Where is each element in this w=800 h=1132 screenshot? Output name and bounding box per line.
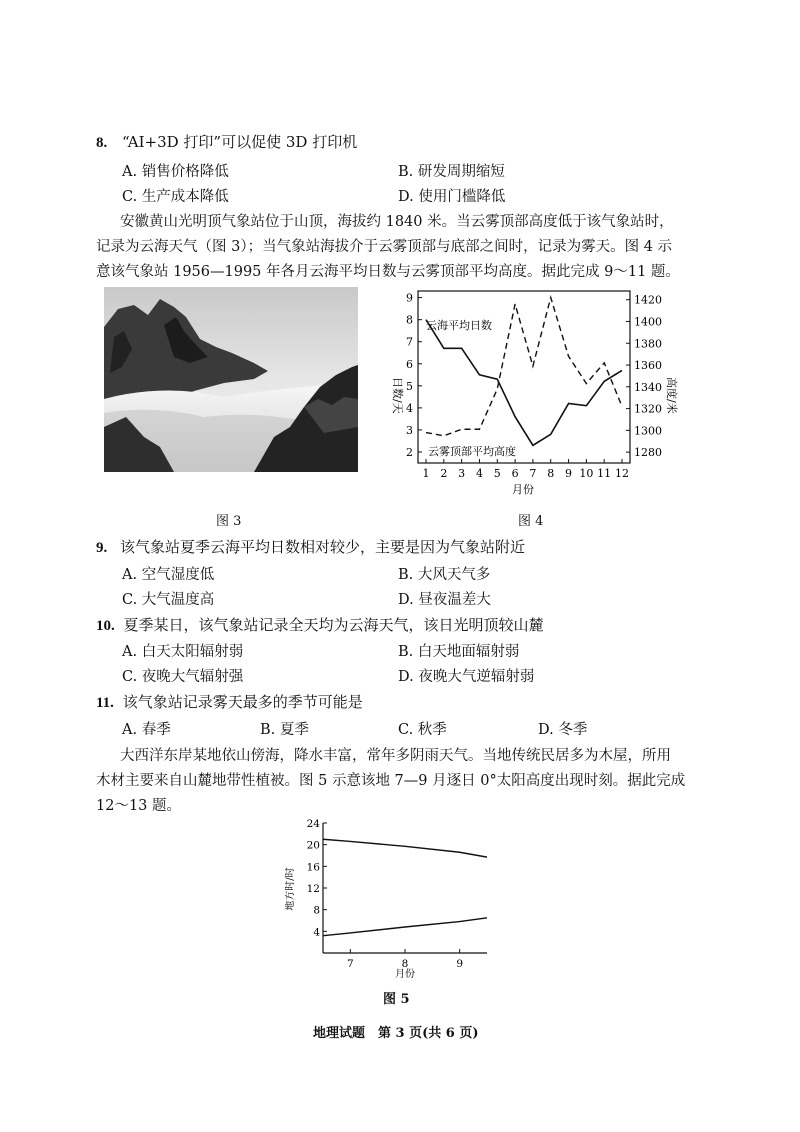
figure4-x-tick-label: 12 <box>615 467 629 480</box>
figure4-x-tick-label: 4 <box>475 467 483 480</box>
q10-stem: 夏季某日，该气象站记录全天均为云海天气，该日光明顶较山麓 <box>123 616 544 634</box>
q11-stem-row <box>96 691 363 712</box>
figure4-x-tick-label: 1 <box>422 467 430 480</box>
passage1-line3: 意该气象站 1956—1995 年各月云海平均日数与云雾顶部平均高度。据此完成 9～11 题。 <box>96 264 680 280</box>
q9-option-b: B. 大风天气多 <box>398 567 491 583</box>
q10-option-c: C. 夜晚大气辐射强 <box>122 669 244 685</box>
figure4-series2-label: 云雾顶部平均高度 <box>428 445 516 458</box>
q10-stem-row <box>96 614 544 635</box>
figure4-left-tick-label: 2 <box>406 445 413 459</box>
figure4-x-tick-label: 10 <box>579 467 594 480</box>
q8-stem: “AI+3D 打印”可以促使 3D 打印机 <box>122 133 358 151</box>
figure4-left-tick-label: 3 <box>406 423 413 437</box>
q9-stem: 该气象站夏季云海平均日数相对较少，主要是因为气象站附近 <box>120 538 526 556</box>
q8-option-b: B. 研发周期缩短 <box>398 164 505 180</box>
sea-of-clouds-image <box>104 287 358 472</box>
figure5-svg <box>285 817 500 982</box>
figure5-y-tick-label: 20 <box>306 839 320 852</box>
q10-option-d: D. 夜晚大气逆辐射弱 <box>398 669 535 685</box>
figure5-x-axis-label: 月份 <box>395 969 415 980</box>
figure4-right-tick-label: 1420 <box>634 293 662 307</box>
figure4-x-tick-label: 5 <box>493 467 501 480</box>
q9-stem-row <box>96 536 525 557</box>
figure4-right-tick-label: 1340 <box>634 380 662 394</box>
figure3-caption: 图 3 <box>216 514 242 529</box>
figure5-y-axis-label: 地方时/时 <box>285 867 296 911</box>
figure5-x-tick-label: 7 <box>346 958 354 970</box>
figure4-left-tick-label: 6 <box>406 357 413 371</box>
q9-number: 9. <box>96 540 108 556</box>
q9-option-a: A. 空气湿度低 <box>122 567 215 583</box>
figure4-right-tick-label: 1400 <box>634 315 662 329</box>
page-footer: 地理试题 第 3 页(共 6 页) <box>313 1026 479 1041</box>
figure4-series1-label: 云海平均日数 <box>426 319 492 332</box>
figure4-caption: 图 4 <box>518 514 544 529</box>
q8-number: 8. <box>96 135 108 151</box>
figure3-photo <box>104 287 358 472</box>
q11-stem: 该气象站记录雾天最多的季节可能是 <box>122 693 363 711</box>
figure4-left-axis-label: 日数/天 <box>391 377 404 414</box>
figure4-x-axis-label: 月份 <box>512 483 534 496</box>
q9-option-c: C. 大气温度高 <box>122 592 215 608</box>
figure4-right-tick-label: 1280 <box>634 446 662 460</box>
q9-option-d: D. 昼夜温差大 <box>398 592 491 608</box>
q8-stem-row <box>96 131 357 152</box>
figure4-x-tick-label: 11 <box>597 467 612 480</box>
figure4-right-tick-label: 1380 <box>634 337 662 351</box>
figure5-chart <box>285 817 500 982</box>
figure4-left-tick-label: 5 <box>406 379 413 393</box>
figure4-left-tick-label: 9 <box>406 291 413 305</box>
figure4-x-tick-label: 2 <box>440 467 448 480</box>
figure4-right-tick-label: 1320 <box>634 402 662 416</box>
figure4-left-tick-label: 7 <box>406 335 413 349</box>
figure4-chart <box>380 285 680 500</box>
q8-option-c: C. 生产成本降低 <box>122 189 229 205</box>
q10-option-b: B. 白天地面辐射弱 <box>398 644 520 660</box>
figure4-right-tick-label: 1300 <box>634 424 662 438</box>
q11-option-d: D. 冬季 <box>538 722 588 738</box>
passage2-line3: 12～13 题。 <box>96 798 182 814</box>
figure4-svg <box>380 285 680 500</box>
q8-option-a: A. 销售价格降低 <box>122 164 229 180</box>
q11-option-a: A. 春季 <box>122 722 171 738</box>
passage2-line2: 木材主要来自山麓地带性植被。图 5 示意该地 7—9 月逐日 0°太阳高度出现时刻。据此完成 <box>96 773 686 789</box>
q11-option-b: B. 夏季 <box>260 722 309 738</box>
q11-number: 11. <box>96 695 114 711</box>
figure5-y-tick-label: 16 <box>306 861 320 874</box>
figure4-right-tick-label: 1360 <box>634 359 662 373</box>
q11-option-c: C. 秋季 <box>398 722 447 738</box>
figure4-left-tick-label: 4 <box>406 401 413 415</box>
q8-option-d: D. 使用门槛降低 <box>398 189 506 205</box>
figure5-y-tick-label: 4 <box>313 926 320 939</box>
figure4-x-tick-label: 8 <box>547 467 555 480</box>
figure5-y-tick-label: 12 <box>306 883 320 895</box>
passage1-line1: 安徽黄山光明顶气象站位于山顶，海拔约 1840 米。当云雾顶部高度低于该气象站时， <box>120 214 674 230</box>
q10-option-a: A. 白天太阳辐射弱 <box>122 644 244 660</box>
passage2-line1: 大西洋东岸某地依山傍海，降水丰富，常年多阴雨天气。当地传统民居多为木屋，所用 <box>120 748 671 764</box>
figure4-plot-frame <box>418 291 630 463</box>
figure5-sunset-line <box>323 839 487 857</box>
figure5-x-tick-label: 8 <box>401 958 409 970</box>
figure4-x-tick-label: 9 <box>565 467 573 480</box>
figure4-x-tick-label: 3 <box>458 467 466 480</box>
figure4-x-tick-label: 6 <box>511 467 519 480</box>
figure4-left-tick-label: 8 <box>406 313 413 327</box>
figure5-caption: 图 5 <box>383 992 410 1007</box>
figure5-y-tick-label: 24 <box>306 818 320 830</box>
figure4-x-tick-label: 7 <box>529 467 537 480</box>
series-cloud-sea-days-line <box>426 320 622 446</box>
figure4-right-axis-label: 高度/米 <box>665 377 678 414</box>
passage1-line2: 记录为云海天气（图 3）；当气象站海拔介于云雾顶部与底部之间时，记录为雾天。图 4 示 <box>96 239 673 255</box>
figure5-x-tick-label: 9 <box>456 958 464 970</box>
figure5-sunrise-line <box>323 918 487 936</box>
q10-number: 10. <box>96 618 115 634</box>
figure5-y-tick-label: 8 <box>313 904 320 917</box>
